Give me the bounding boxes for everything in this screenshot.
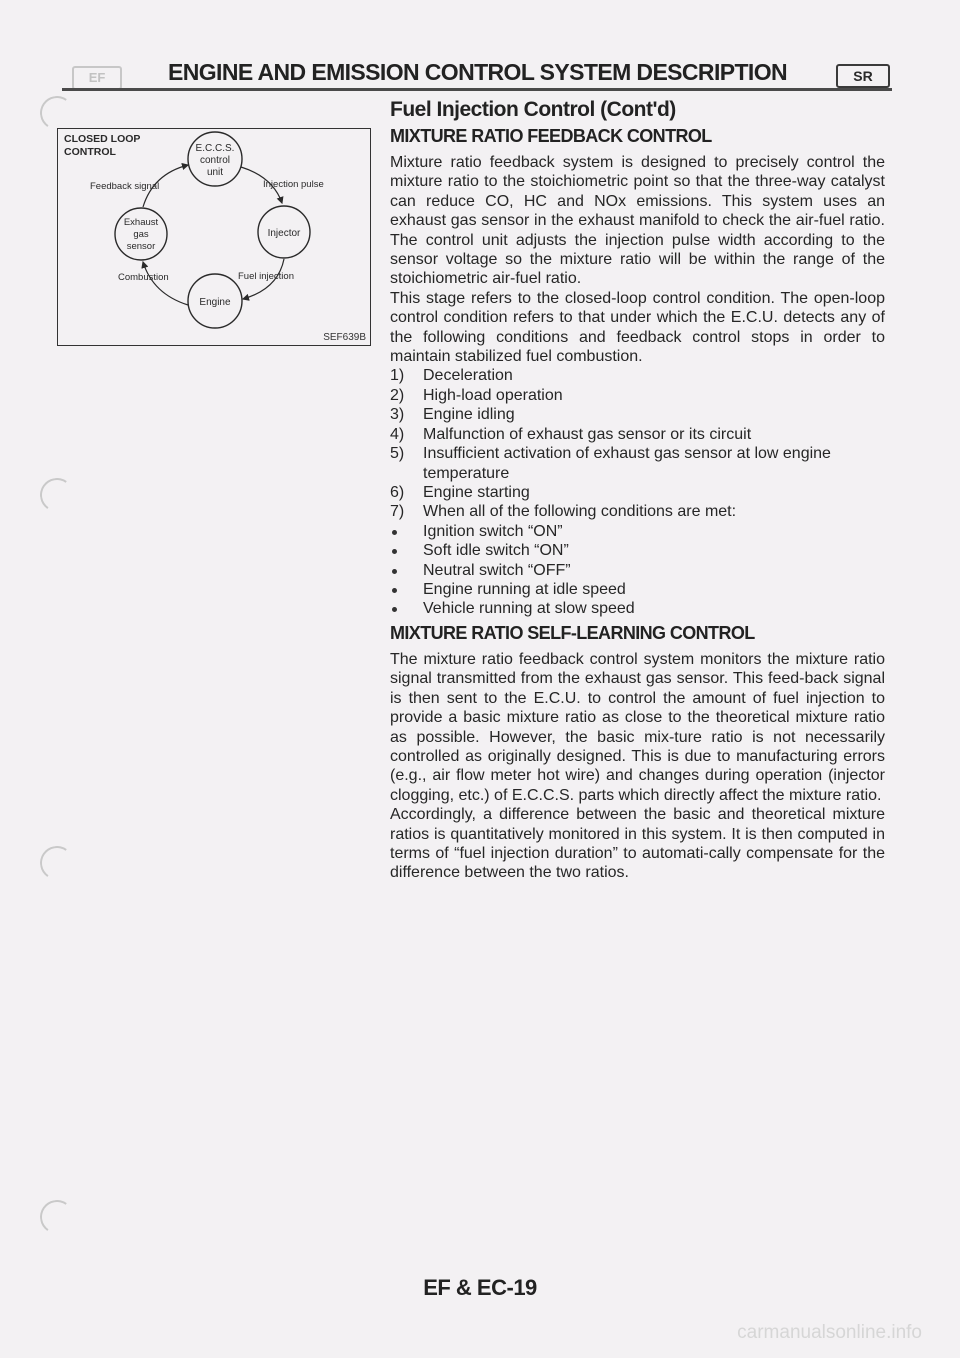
sensor-label-line1: Exhaust (123, 217, 159, 228)
closed-loop-diagram (57, 128, 371, 346)
engine-label: Engine (199, 297, 231, 308)
diagram-title-line1: CLOSED LOOP (64, 133, 141, 145)
binder-hole (37, 843, 76, 882)
bullet-item: Neutral switch “OFF” (390, 561, 885, 580)
header-rule (62, 88, 892, 91)
feedback-intro: Mixture ratio feedback system is designed to precisely control the mixture ratio to the stoichiometric point so that the three-way catalyst can reduce CO, HC and NOx emissions. This system uses an exhaust gas sensor in the exhaust manifold to check the air-fuel ratio. The control unit adjusts the injection pulse width according to the sensor voltage so the mixture ratio will be within the range of the stoichiometric air-fuel ratio. (390, 154, 885, 288)
section-badge-left: EF (72, 66, 122, 90)
ecu-label-line2: control (199, 155, 231, 166)
list-item: 3) Engine idling (390, 406, 515, 424)
bullet-item: Ignition switch “ON” (390, 522, 885, 541)
injector-label: Injector (267, 228, 301, 239)
feedback-stage: This stage refers to the closed-loop control condition. The open-loop control condition refers to that under which the E.C.U. detects any of the following conditions and feedback control stops in order to maintain stabilized fuel combustion. (390, 289, 885, 366)
feedback-body (390, 153, 885, 619)
binder-hole (37, 1197, 76, 1236)
fuel-injection-label: Fuel injection (238, 271, 294, 282)
binder-hole (37, 93, 76, 132)
list-item: 5) Insufficient activation of exhaust gas sensor at low engine temperature (390, 445, 831, 482)
bullet-item: Vehicle running at slow speed (390, 599, 885, 618)
self-learning-para2: Accordingly, a difference between the basic and theoretical mixture ratios is quantitatively monitored in this system. It is then computed in terms of “fuel injection duration” to automati-cally compensate for the difference between the two ratios. (390, 806, 885, 882)
self-learning-body (390, 650, 885, 883)
combustion-label: Combustion (118, 272, 169, 283)
watermark: carmanualsonline.info (737, 1322, 922, 1343)
list-item: 6) Engine starting (390, 483, 530, 501)
diagram-title-line2: CONTROL (64, 146, 116, 158)
self-learning-para1: The mixture ratio feedback control system monitors the mixture ratio signal transmitted from the exhaust gas sensor. This feed-back signal is then sent to the E.C.U. to control the amount of fuel injection to provide a basic mixture ratio as close to the theoretical mixture ratio as possible. However, the basic mix-ture ratio is not necessarily controlled as originally designed. This is due to manufacturing errors (e.g., air flow meter hot wire) and changes during operation (injector clogging, etc.) of E.C.C.S. parts which directly affect the mixture ratio. (390, 651, 885, 804)
list-item: 1) Deceleration (390, 367, 513, 385)
feedback-signal-label: Feedback signal (90, 181, 160, 192)
binder-hole (37, 475, 76, 514)
section-title: Fuel Injection Control (Cont'd) (390, 98, 676, 121)
combustion-arrow (143, 262, 188, 305)
page-header-title: ENGINE AND EMISSION CONTROL SYSTEM DESCRIPTION (168, 59, 788, 85)
all-conditions-bullets (390, 522, 885, 619)
sensor-label-line3: sensor (126, 241, 156, 252)
closed-loop-diagram-svg (58, 129, 370, 345)
injection-pulse-label: Injection pulse (263, 179, 324, 190)
ecu-label-line1: E.C.C.S. (195, 143, 235, 154)
list-item: 2) High-load operation (390, 386, 563, 404)
feedback-heading: MIXTURE RATIO FEEDBACK CONTROL (390, 126, 712, 146)
ecu-label-line3: unit (206, 167, 224, 178)
section-badge-right: SR (836, 64, 890, 88)
open-loop-conditions (390, 366, 885, 521)
sensor-label-line2: gas (133, 229, 149, 240)
page-number: EF & EC-19 (423, 1275, 537, 1300)
bullet-item: Soft idle switch “ON” (390, 541, 885, 560)
list-item: 4) Malfunction of exhaust gas sensor or its circuit (390, 425, 752, 443)
bullet-item: Engine running at idle speed (390, 580, 885, 599)
list-item: 7) When all of the following conditions are met: (390, 503, 737, 521)
self-learning-heading: MIXTURE RATIO SELF-LEARNING CONTROL (390, 623, 755, 643)
figure-id: SEF639B (323, 332, 366, 343)
